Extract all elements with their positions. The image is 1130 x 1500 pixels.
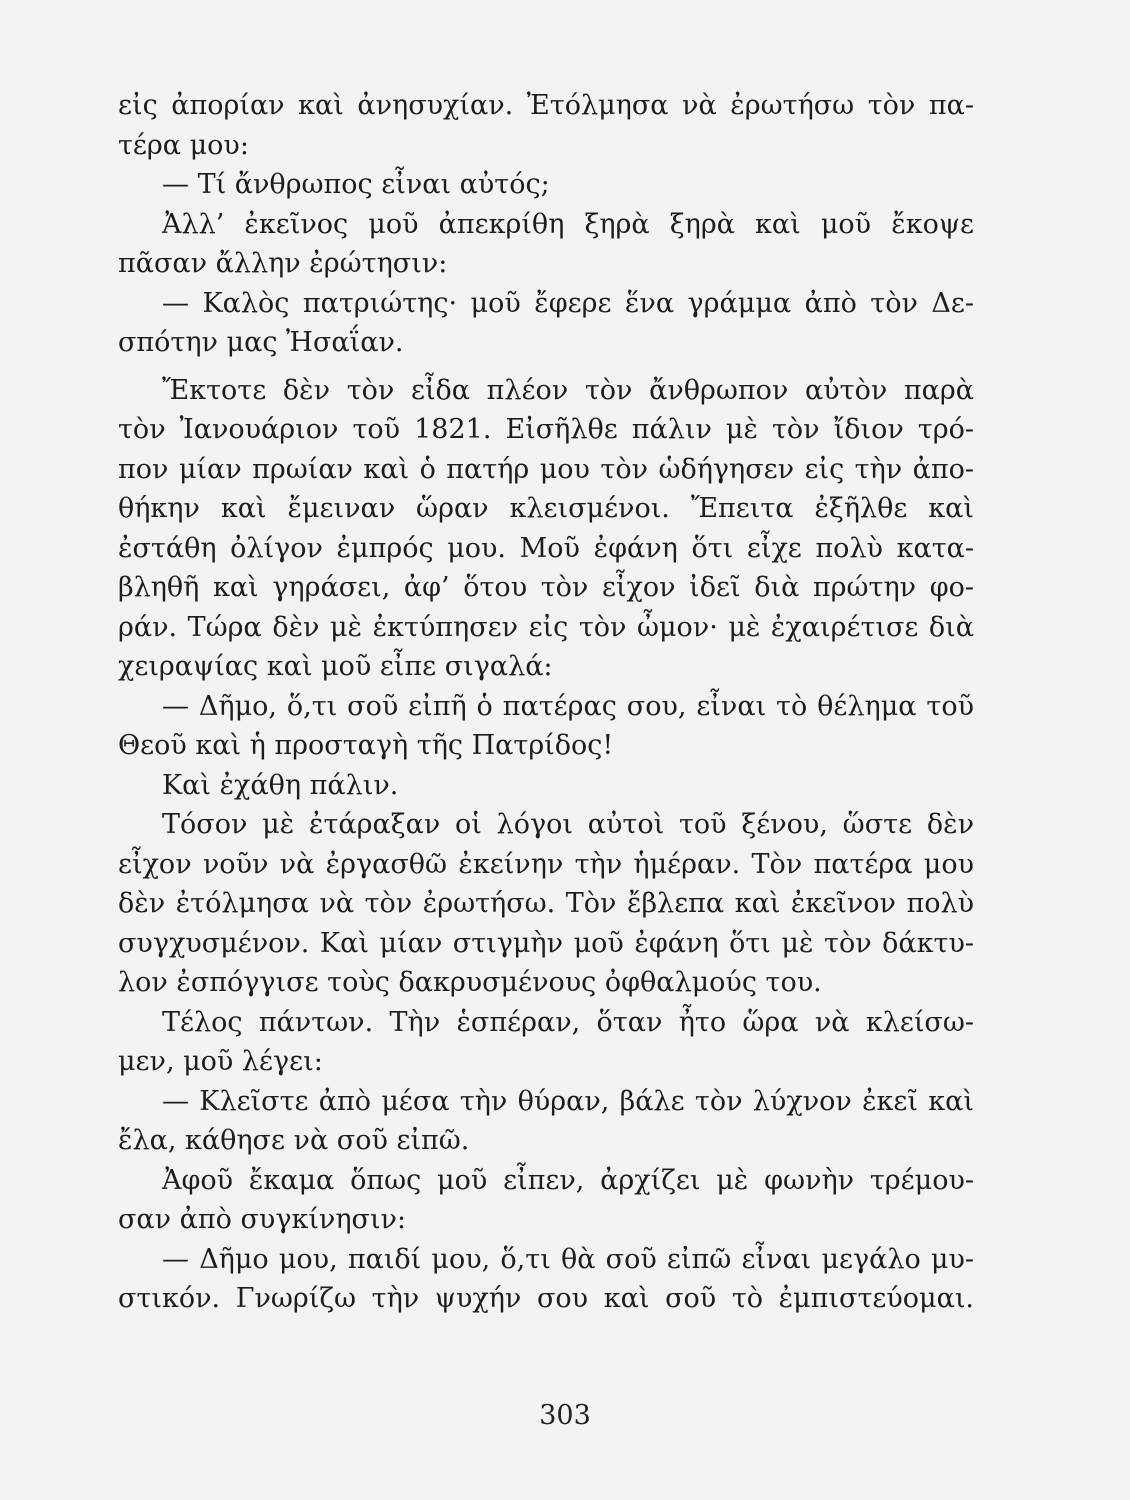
- text-line: ράν. Τώρα δὲν μὲ ἐκτύπησεν εἰς τὸν ὦμον· μὲ ἐχαιρέτισε διὰ: [118, 611, 974, 643]
- text-line: θήκην καὶ ἔμειναν ὥραν κλεισμένοι. Ἔπειτα ἐξῆλθε καὶ: [118, 493, 974, 524]
- text-line: σπότην μας Ἠσαΐαν.: [118, 327, 404, 358]
- text-line: Τόσον μὲ ἐτάραξαν οἱ λόγοι αὐτοὶ τοῦ ξένου, ὥστε δὲν: [162, 809, 974, 840]
- text-line: Ἔκτοτε δὲν τὸν εἶδα πλέον τὸν ἄνθρωπον αὐτὸν παρὰ: [162, 374, 974, 406]
- paragraph-gap: [118, 363, 974, 371]
- text-line: Ἀλλ’ ἐκεῖνος μοῦ ἀπεκρίθη ξηρὰ ξηρὰ καὶ μοῦ ἔκοψε: [162, 208, 974, 240]
- text-line: εἰς ἀπορίαν καὶ ἀνησυχίαν. Ἐτόλμησα νὰ ἐρωτήσω τὸν πα-: [118, 90, 974, 121]
- text-line: τὸν Ἰανουάριον τοῦ 1821. Εἰσῆλθε πάλιν μὲ τὸν ἴδιον τρό-: [118, 414, 974, 445]
- text-line: Καὶ ἐχάθη πάλιν.: [162, 769, 399, 801]
- text-line: — Κλεῖστε ἀπὸ μέσα τὴν θύραν, βάλε τὸν λύχνον ἐκεῖ καὶ: [162, 1085, 974, 1117]
- text-line: σαν ἀπὸ συγκίνησιν:: [118, 1204, 407, 1235]
- text-line: — Τί ἄνθρωπος εἶναι αὐτός;: [162, 169, 550, 200]
- text-line: πον μίαν πρωίαν καὶ ὁ πατήρ μου τὸν ὡδήγησεν εἰς τὴν ἀπο-: [118, 453, 974, 485]
- text-line: ἔλα, κάθησε νὰ σοῦ εἰπῶ.: [118, 1125, 470, 1156]
- text-line: τέρα μου:: [118, 129, 249, 161]
- text-line: — Δῆμο μου, παιδί μου, ὅ,τι θὰ σοῦ εἰπῶ εἶναι μεγάλο μυ-: [162, 1243, 974, 1275]
- text-line: στικόν. Γνωρίζω τὴν ψυχήν σου καὶ σοῦ τὸ ἐμπιστεύομαι.: [118, 1283, 974, 1314]
- text-line: συγχυσμένον. Καὶ μίαν στιγμὴν μοῦ ἐφάνη ὅτι μὲ τὸν δάκτυ-: [118, 927, 974, 959]
- text-line: πᾶσαν ἄλλην ἐρώτησιν:: [118, 248, 448, 279]
- text-line: ἐστάθη ὀλίγον ἐμπρός μου. Μοῦ ἐφάνη ὅτι εἶχε πολὺ κατα-: [118, 532, 974, 564]
- text-line: Τέλος πάντων. Τὴν ἑσπέραν, ὅταν ἦτο ὥρα νὰ κλείσω-: [162, 1006, 974, 1038]
- text-line: Ἀφοῦ ἔκαμα ὅπως μοῦ εἶπεν, ἀρχίζει μὲ φωνὴν τρέμου-: [162, 1164, 974, 1196]
- text-line: δὲν ἐτόλμησα νὰ τὸν ἐρωτήσω. Τὸν ἔβλεπα καὶ ἐκεῖνον πολὺ: [118, 888, 974, 919]
- text-line: λον ἐσπόγγισε τοὺς δακρυσμένους ὀφθαλμούς του.: [118, 967, 822, 998]
- text-line: — Δῆμο, ὅ,τι σοῦ εἰπῆ ὁ πατέρας σου, εἶναι τὸ θέλημα τοῦ: [162, 690, 974, 722]
- text-line: βληθῆ καὶ γηράσει, ἀφ’ ὅτου τὸν εἶχον ἰδεῖ διὰ πρώτην φο-: [118, 572, 974, 603]
- body-text: [118, 86, 974, 1319]
- page-number: 303: [539, 1400, 591, 1431]
- text-line: — Καλὸς πατριώτης· μοῦ ἔφερε ἕνα γράμμα ἀπὸ τὸν Δε-: [162, 287, 974, 319]
- text-line: εἶχον νοῦν νὰ ἐργασθῶ ἐκείνην τὴν ἡμέραν. Τὸν πατέρα μου: [118, 848, 974, 880]
- text-line: Θεοῦ καὶ ἡ προσταγὴ τῆς Πατρίδος!: [118, 730, 614, 761]
- text-line: χειραψίας καὶ μοῦ εἶπε σιγαλά:: [118, 651, 553, 682]
- text-line: μεν, μοῦ λέγει:: [118, 1046, 323, 1077]
